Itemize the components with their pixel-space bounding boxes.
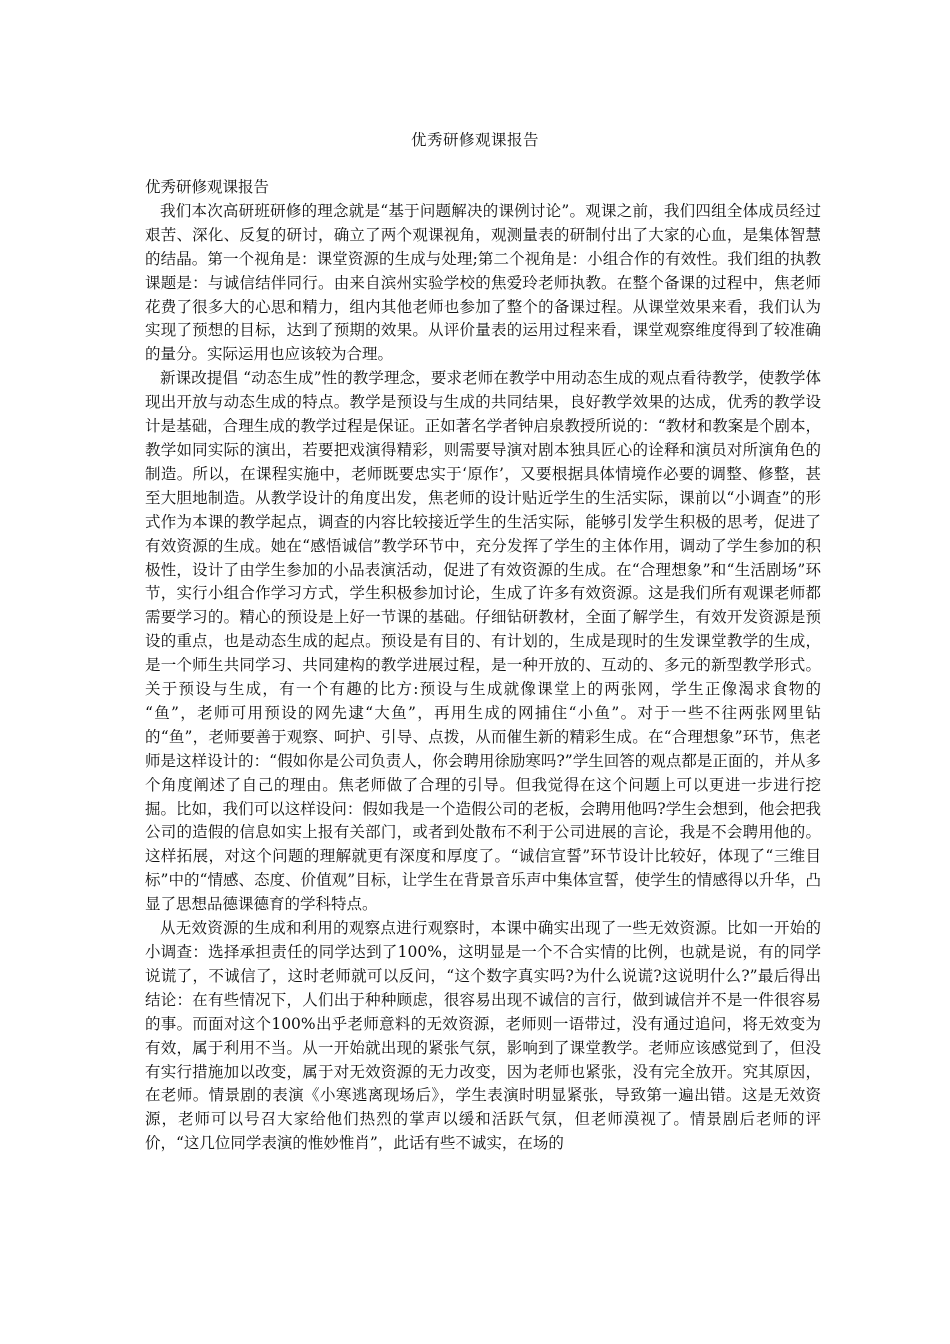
paragraph-3: 从无效资源的生成和利用的观察点进行观察时，本课中确实出现了一些无效资源。比如一开始的小调查：选择承担责任的同学达到了100%，这明显是一个不合实情的比例，也就是说，有的同学说谎了，不诚信了，这时老师就可以反问，“这个数字真实吗?为什么说谎?这说明什么?”最后得出结论：在有些情况下，人们出于种种顾虑，很容易出现不诚信的言行，做到诚信并不是一件很容易的事。而面对这个100%出乎老师意料的无效资源，老师则一语带过，没有通过追问，将无效变为有效，属于利用不当。从一开始就出现的紧张气氛，影响到了课堂教学。老师应该感觉到了，但没有实行措施加以改变，属于对无效资源的无力改变，因为老师也紧张，没有完全放开。究其原因，在老师。情景剧的表演《小寒逃离现场后》，学生表演时明显紧张，导致第一遍出错。这是无效资源，老师可以号召大家给他们热烈的掌声以缓和活跃气氛，但老师漠视了。情景剧后老师的评价，“这几位同学表演的惟妙惟肖”，此话有些不诚实，在场的 — [145, 919, 821, 1153]
document-subtitle: 优秀研修观课报告 — [145, 178, 270, 196]
document-body — [145, 176, 821, 1156]
paragraph-1: 我们本次高研班研修的理念就是“基于问题解决的课例讨论”。观课之前，我们四组全体成员经过艰苦、深化、反复的研讨，确立了两个观课视角，观测量表的研制付出了大家的心血，是集体智慧的结晶。第一个视角是：课堂资源的生成与处理;第二个视角是：小组合作的有效性。我们组的执教课题是：与诚信结伴同行。由来自滨州实验学校的焦爱玲老师执教。在整个备课的过程中，焦老师花费了很多大的心思和精力，组内其他老师也参加了整个的备课过程。从课堂效果来看，我们认为实现了预想的目标，达到了预期的效果。从评价量表的运用过程来看，课堂观察维度得到了较准确的量分。实际运用也应该较为合理。 — [145, 201, 821, 364]
paragraph-2: 新课改提倡 “动态生成”性的教学理念，要求老师在教学中用动态生成的观点看待教学，使教学体现出开放与动态生成的特点。教学是预设与生成的共同结果，良好教学效果的达成，优秀的教学设计是基础，合理生成的教学过程是保证。正如著名学者钟启泉教授所说的：“教材和教案是个剧本，教学如同实际的演出，若要把戏演得精彩，则需要导演对剧本独具匠心的诠释和演员对所演角色的制造。所以，在课程实施中，老师既要忠实于‘原作’，又要根据具体情境作必要的调整、修整，甚至大胆地制造。从教学设计的角度出发，焦老师的设计贴近学生的生活实际，课前以“小调查”的形式作为本课的教学起点，调查的内容比较接近学生的生活实际，能够引发学生积极的思考，促进了有效资源的生成。她在“感悟诚信”教学环节中，充分发挥了学生的主体作用，调动了学生参加的积极性，设计了由学生参加的小品表演活动，促进了有效资源的生成。在“合理想象”和“生活剧场”环节，实行小组合作学习方式，学生积极参加讨论，生成了许多有效资源。这是我们所有观课老师都需要学习的。精心的预设是上好一节课的基础。仔细钻研教材，全面了解学生，有效开发资源是预设的重点，也是动态生成的起点。预设是有目的、有计划的，生成是现时的生发课堂教学的生成，是一个师生共同学习、共同建构的教学进展过程，是一种开放的、互动的、多元的新型教学形式。关于预设与生成，有一个有趣的比方:预设与生成就像课堂上的两张网，学生正像渴求食物的 “鱼”，老师可用预设的网先逮“大鱼”，再用生成的网捕住“小鱼”。对于一些不往两张网里钻的“鱼”，老师要善于观察、呵护、引导、点拨，从而催生新的精彩生成。在“合理想象”环节，焦老师是这样设计的：“假如你是公司负责人，你会聘用徐励寒吗?”学生回答的观点都是正面的，并从多个角度阐述了自己的理由。焦老师做了合理的引导。但我觉得在这个问题上可以更进一步进行挖掘。比如，我们可以这样设问：假如我是一个造假公司的老板，会聘用他吗?学生会想到，他会把我公司的造假的信息如实上报有关部门，或者到处散布不利于公司进展的言论，我是不会聘用他的。这样拓展，对这个问题的理解就更有深度和厚度了。“诚信宣誓”环节设计比较好，体现了“三维目标”中的“情感、态度、价值观”目标，让学生在背景音乐声中集体宣誓，使学生的情感得以升华，凸显了思想品德课德育的学科特点。 — [145, 369, 821, 914]
document-title: 优秀研修观课报告 — [410, 131, 539, 149]
